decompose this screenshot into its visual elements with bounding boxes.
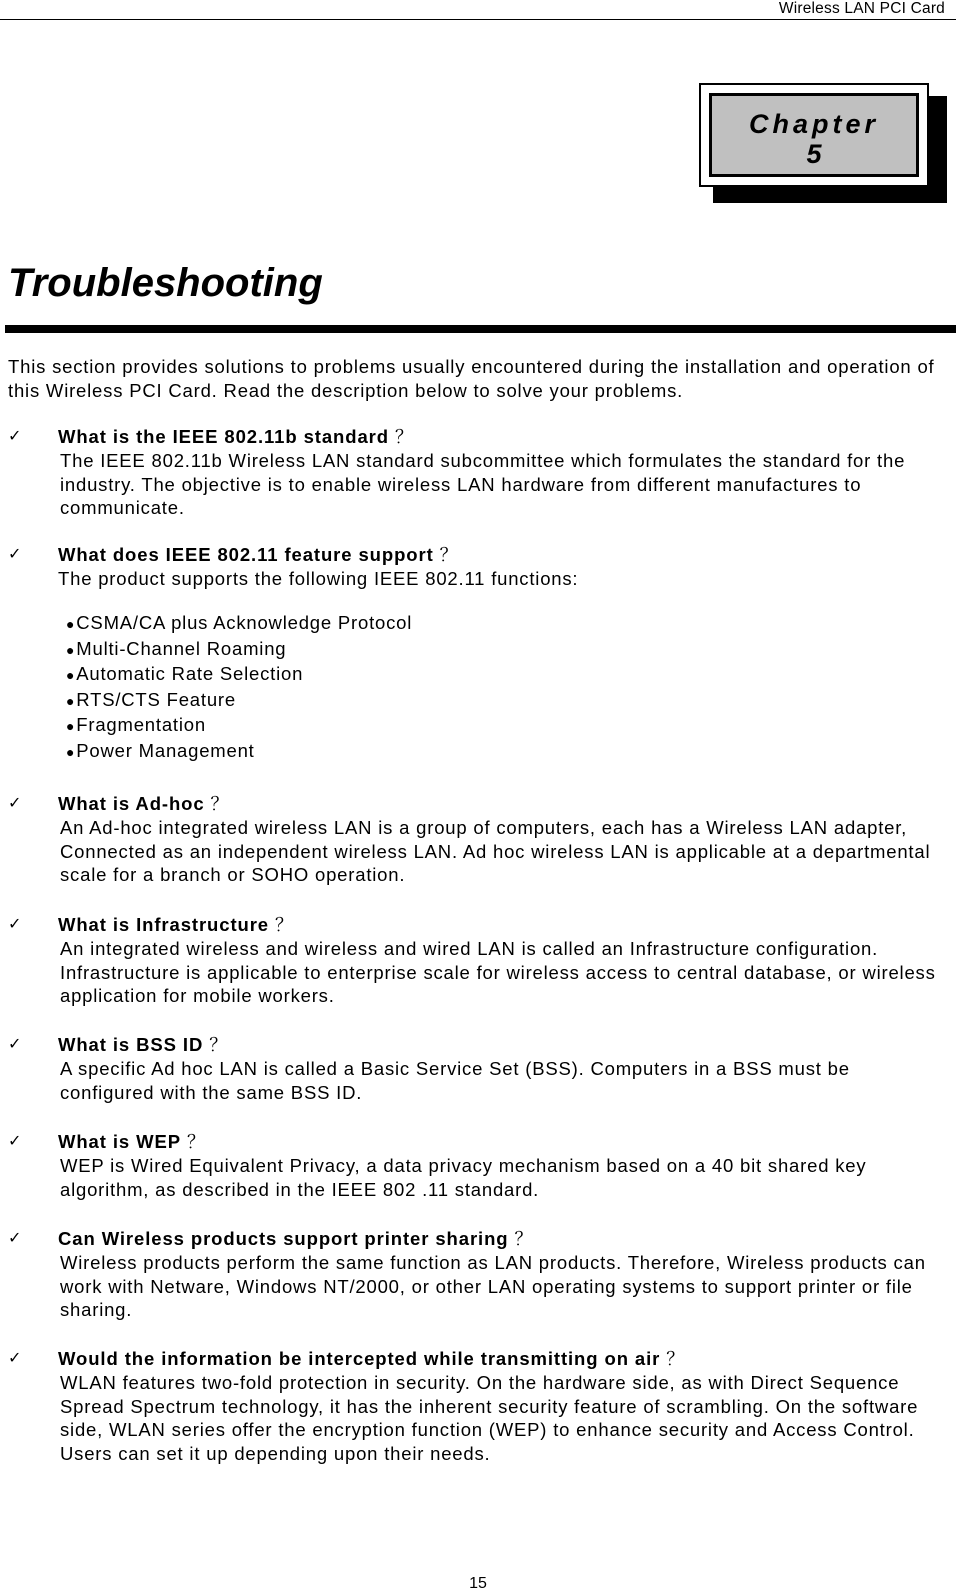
faq-answer: WLAN features two-fold protection in security. On the hardware side, as with Direct Sequence Spread Spectrum technology, it has the inherent security feature of scrambling. On the software side, WLAN series offer the encryption function (WEP) to enhance security and Access Control. Users can set it up depending upon their needs.: [60, 1372, 919, 1465]
faq-question: Would the information be intercepted while transmitting on air ？: [58, 1348, 686, 1369]
bullet-icon: ●: [66, 667, 76, 684]
faq-question: What is Ad-hoc ？: [58, 793, 230, 814]
checkmark-icon: ✓: [8, 1350, 22, 1367]
faq-answer: WEP is Wired Equivalent Privacy, a data privacy mechanism based on a 40 bit shared key algorithm, as described in the IEEE 802 .11 standard.: [60, 1155, 867, 1200]
page-title: Troubleshooting: [8, 261, 323, 305]
list-item: ●Automatic Rate Selection: [66, 663, 304, 685]
bullet-icon: ●: [66, 641, 76, 658]
bullet-icon: ●: [66, 692, 76, 709]
faq-answer: An Ad-hoc integrated wireless LAN is a group of computers, each has a Wireless LAN adapter, Connected as an independent wireless LAN. Ad hoc wireless LAN is applicable at a departmental scale for a branch or SOHO operation.: [60, 817, 931, 886]
checkmark-icon: ✓: [8, 795, 22, 812]
faq-answer: Wireless products perform the same function as LAN products. Therefore, Wireless products can work with Netware, Windows NT/2000, or other LAN operating systems to support printer or file sharing.: [60, 1252, 926, 1321]
bullet-icon: ●: [66, 718, 76, 735]
question-mark: ？: [394, 427, 414, 447]
checkmark-icon: ✓: [8, 428, 22, 445]
checkmark-icon: ✓: [8, 1036, 22, 1053]
question-mark: ？: [666, 1349, 686, 1369]
chapter-label: Chapter: [748, 109, 879, 139]
faq-question: Can Wireless products support printer sharing ？: [58, 1228, 534, 1249]
question-mark: ？: [275, 915, 294, 935]
list-item: ●Fragmentation: [66, 714, 206, 736]
feature-list: [66, 611, 412, 765]
list-item: ●RTS/CTS Feature: [66, 688, 236, 710]
checkmark-icon: ✓: [8, 546, 22, 563]
header-divider: [0, 19, 956, 20]
chapter-number: 5: [806, 139, 822, 169]
list-item: ●CSMA/CA plus Acknowledge Protocol: [66, 612, 413, 633]
bullet-icon: ●: [66, 743, 76, 760]
faq-question: What is WEP ？: [58, 1131, 206, 1152]
page-number: 15: [469, 1575, 487, 1592]
question-mark: ？: [439, 545, 459, 565]
list-item: ●Multi-Channel Roaming: [66, 637, 287, 659]
faq-answer: The IEEE 802.11b Wireless LAN standard subcommittee which formulates the standard for the industry. The objective is to enable wireless LAN hardware from different manufactures to communicate.: [60, 450, 906, 519]
bullet-icon: ●: [66, 616, 76, 632]
title-divider: [5, 325, 956, 333]
faq-question: What does IEEE 802.11 feature support ？: [58, 544, 459, 565]
question-mark: ？: [210, 794, 230, 814]
question-mark: ？: [186, 1132, 206, 1152]
checkmark-icon: ✓: [8, 1133, 22, 1150]
intro-paragraph: This section provides solutions to problems usually encountered during the installation and operation of this Wireless PCI Card. Read the description below to solve your problems.: [8, 356, 935, 401]
chapter-box: [699, 83, 929, 187]
list-item: ●Power Management: [66, 739, 255, 761]
chapter-box-inner: [709, 93, 919, 177]
checkmark-icon: ✓: [8, 916, 22, 933]
faq-answer: A specific Ad hoc LAN is called a Basic Service Set (BSS). Computers in a BSS must be configured with the same BSS ID.: [60, 1058, 850, 1103]
running-header: Wireless LAN PCI Card: [778, 0, 945, 17]
faq-answer: An integrated wireless and wireless and wired LAN is called an Infrastructure configuration. Infrastructure is applicable to enterprise scale for wireless access to central database, or wireless application for mobile workers.: [60, 938, 936, 1007]
faq-question: What is BSS ID ？: [58, 1034, 229, 1055]
question-mark: ？: [514, 1229, 534, 1249]
faq-answer: The product supports the following IEEE 802.11 functions:: [58, 568, 579, 589]
question-mark: ？: [209, 1035, 229, 1055]
faq-question: What is the IEEE 802.11b standard ？: [58, 426, 414, 447]
faq-question: What is Infrastructure ？: [58, 914, 294, 935]
checkmark-icon: ✓: [8, 1230, 22, 1247]
